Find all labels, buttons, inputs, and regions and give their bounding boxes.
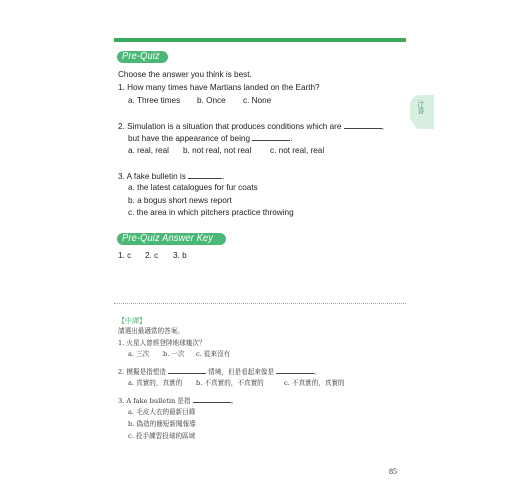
chinese-q2-option-c: c. 不真實的，真實的 bbox=[284, 379, 345, 387]
chinese-q2-stem-a: 2. 模擬是指塑造 bbox=[118, 368, 166, 376]
q1-option-b: b. Once bbox=[197, 96, 226, 105]
pre-quiz-title-pill bbox=[117, 51, 168, 63]
pre-quiz-title: Pre-Quiz bbox=[122, 51, 160, 62]
q2-stem-part-b: but have the appearance of being bbox=[128, 134, 251, 143]
chinese-q2-stem-end: 。 bbox=[314, 368, 321, 376]
q2-option-b: b. not real, not real bbox=[183, 146, 252, 155]
chinese-q1-option-c: c. 從來沒有 bbox=[196, 350, 231, 358]
pre-quiz-instruction: Choose the answer you think is best. bbox=[118, 70, 252, 79]
chinese-q3-stem: 3. A fake bulletin 是指 bbox=[118, 397, 191, 405]
q3-stem-text: 3. A fake bulletin is bbox=[118, 172, 186, 181]
dotted-divider bbox=[114, 303, 406, 304]
question-1-stem: 1. How many times have Martians landed on the Earth? bbox=[118, 83, 320, 92]
chinese-q3-blank bbox=[193, 396, 231, 403]
q1-option-c: c. None bbox=[243, 96, 272, 105]
chinese-q2-blank-1 bbox=[168, 367, 206, 374]
question-3-stem bbox=[118, 171, 224, 182]
chinese-q2-option-a: a. 真實的，真實的 bbox=[128, 379, 183, 387]
q3-option-b: b. a bogus short news report bbox=[128, 196, 232, 205]
chinese-q3-option-a: a. 毛皮大衣的最新目錄 bbox=[128, 408, 196, 416]
answer-2: 2. c bbox=[145, 251, 159, 260]
q2-stem-a-end: , bbox=[381, 122, 385, 131]
chinese-question-2-stem bbox=[118, 367, 321, 376]
chinese-q3-option-b: b. 偽造的簡短新聞報導 bbox=[128, 420, 196, 428]
chinese-q1-option-a: a. 三次 bbox=[128, 350, 150, 358]
answer-1: 1. c bbox=[118, 251, 132, 260]
q2-blank-1 bbox=[344, 121, 385, 131]
top-green-rule bbox=[114, 38, 406, 42]
question-2-stem-line2 bbox=[128, 133, 293, 144]
chinese-q1-option-b: b. 一次 bbox=[163, 350, 185, 358]
chinese-q3-option-c: c. 投手練習投球的區域 bbox=[128, 432, 196, 440]
page-number: 85 bbox=[389, 467, 397, 476]
q2-option-a: a. real, real bbox=[128, 146, 169, 155]
q3-stem-end: . bbox=[222, 172, 225, 181]
chinese-translation-header: 【中譯】 bbox=[118, 317, 146, 325]
q3-blank bbox=[188, 171, 225, 181]
chinese-question-3-stem bbox=[118, 396, 237, 405]
question-2-stem bbox=[118, 121, 384, 132]
q2-blank-2 bbox=[252, 133, 293, 143]
chinese-question-1-stem: 1. 火星人曾經登陸地球幾次？ bbox=[118, 339, 206, 347]
chinese-q2-blank-2 bbox=[276, 367, 314, 374]
q3-option-c: c. the area in which pitchers practice throwing bbox=[128, 208, 294, 217]
chinese-q2-option-b: b. 不真實的，不真實的 bbox=[196, 379, 264, 387]
q1-option-a: a. Three times bbox=[128, 96, 181, 105]
answer-key-title-pill bbox=[117, 233, 226, 245]
answer-3: 3. b bbox=[173, 251, 187, 260]
q2-option-c: c. not real, real bbox=[270, 146, 325, 155]
q2-stem-b-end: . bbox=[290, 134, 293, 143]
side-chapter-tab-label: 汁香 bbox=[417, 100, 425, 114]
chinese-q2-stem-mid: 情境，但是看起來像是 bbox=[208, 368, 275, 376]
q3-option-a: a. the latest catalogues for fur coats bbox=[128, 183, 258, 192]
q2-stem-part-a: 2. Simulation is a situation that produces conditions which are bbox=[118, 122, 342, 131]
chinese-q3-stem-end: 。 bbox=[230, 397, 238, 405]
answer-key-title: Pre-Quiz Answer Key bbox=[122, 233, 214, 244]
chinese-instruction: 請選出最適當的答案。 bbox=[118, 327, 184, 335]
